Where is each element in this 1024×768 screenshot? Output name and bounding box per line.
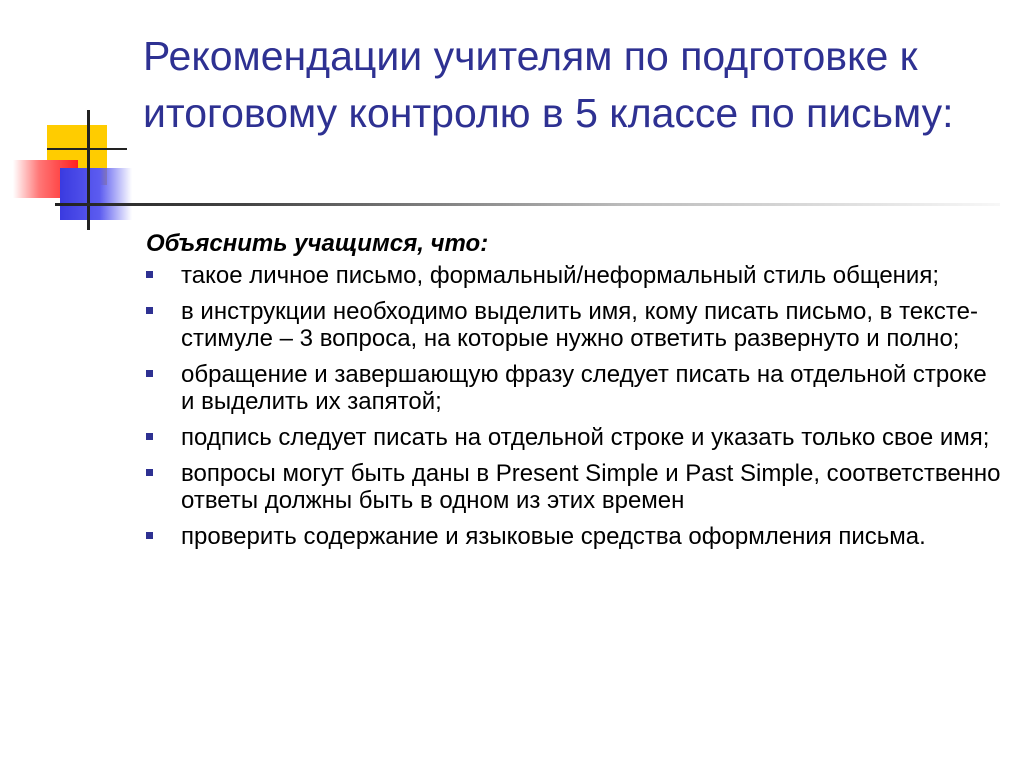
horizontal-line-shape bbox=[47, 148, 127, 150]
bullet-list bbox=[146, 262, 1006, 550]
slide-title: Рекомендации учителям по подготовке к итоговому контролю в 5 классе по письму: bbox=[143, 33, 954, 136]
square-bullet-icon bbox=[146, 271, 153, 278]
square-bullet-icon bbox=[146, 370, 153, 377]
list-item-text: вопросы могут быть даны в Present Simple и Past Simple, соответственно ответы должны быть в одном из этих времен bbox=[181, 460, 1001, 514]
list-item bbox=[146, 424, 1006, 451]
list-item-text: такое личное письмо, формальный/неформальный стиль общения; bbox=[181, 262, 939, 289]
list-item-text: в инструкции необходимо выделить имя, кому писать письмо, в тексте-стимуле – 3 вопроса, на которые нужно ответить развернуто и полно; bbox=[181, 298, 978, 352]
square-bullet-icon bbox=[146, 433, 153, 440]
title-underline bbox=[55, 203, 1000, 206]
vertical-line-shape bbox=[87, 110, 90, 230]
slide-body bbox=[146, 230, 1006, 559]
list-item-text: обращение и завершающую фразу следует писать на отдельной строке и выделить их запятой; bbox=[181, 361, 987, 415]
square-bullet-icon bbox=[146, 469, 153, 476]
blue-square-shape bbox=[60, 168, 132, 220]
list-item-text: проверить содержание и языковые средства оформления письма. bbox=[181, 523, 926, 550]
list-item bbox=[146, 298, 1006, 352]
list-item bbox=[146, 361, 1006, 415]
list-item bbox=[146, 460, 1006, 514]
square-bullet-icon bbox=[146, 307, 153, 314]
list-item-text: подпись следует писать на отдельной строке и указать только свое имя; bbox=[181, 424, 990, 451]
square-bullet-icon bbox=[146, 532, 153, 539]
list-item bbox=[146, 262, 1006, 289]
subheading: Объяснить учащимся, что: bbox=[146, 230, 489, 257]
list-item bbox=[146, 523, 1006, 550]
